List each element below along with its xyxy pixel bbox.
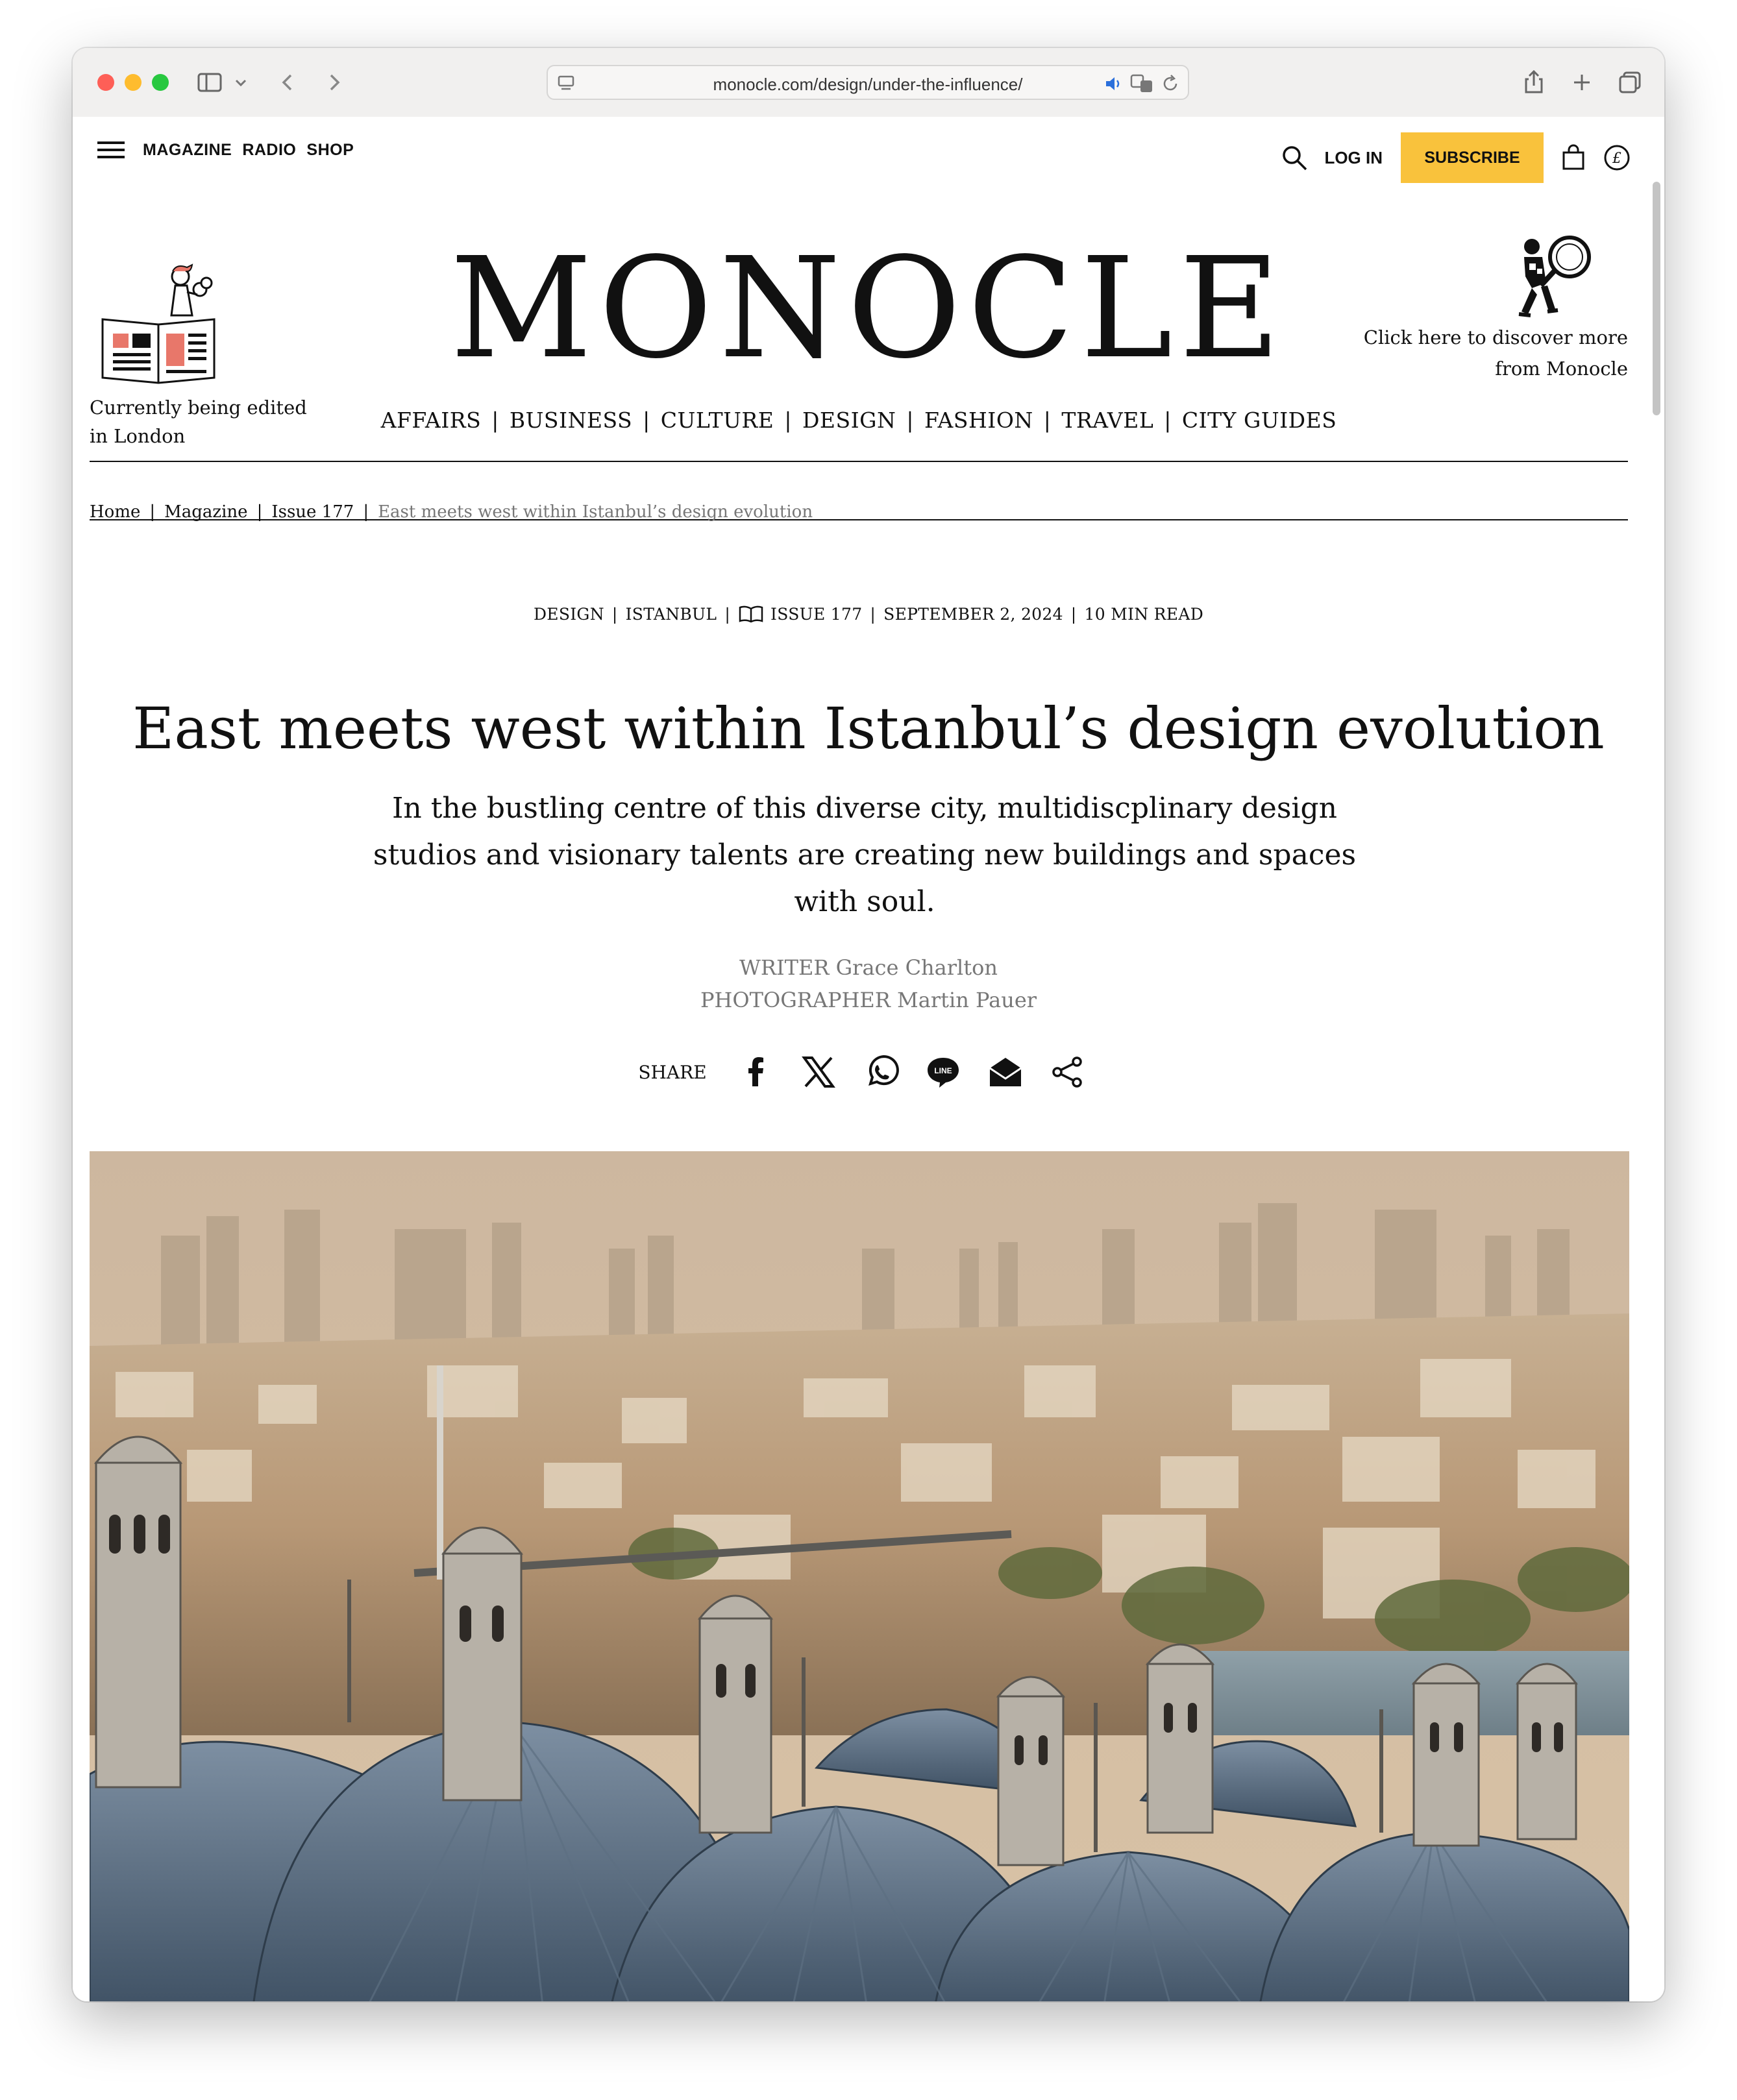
x-twitter-icon[interactable] <box>800 1054 837 1090</box>
breadcrumb-issue[interactable]: Issue 177 <box>271 502 354 522</box>
share-page-icon[interactable] <box>1518 66 1550 99</box>
breadcrumb-magazine[interactable]: Magazine <box>164 502 248 522</box>
share-bar <box>73 1054 1664 1090</box>
minimize-window-button[interactable] <box>125 74 142 91</box>
writer-credit: WRITER Grace Charlton <box>739 955 998 980</box>
sidebar-icon[interactable] <box>193 66 226 99</box>
speaker-icon[interactable] <box>1103 74 1124 93</box>
section-fashion[interactable]: FASHION <box>924 408 1033 433</box>
section-travel[interactable]: TRAVEL <box>1061 408 1154 433</box>
svg-text:£: £ <box>1612 151 1621 167</box>
meta-read-time: 10 MIN READ <box>1084 605 1204 624</box>
share-icon[interactable] <box>1050 1054 1086 1090</box>
explorer-magnifier-illustration[interactable] <box>1512 231 1597 321</box>
editing-location-line2: in London <box>90 425 186 447</box>
discover-more-line1: Click here to discover more <box>1363 326 1628 348</box>
forward-arrow-icon[interactable] <box>318 66 351 99</box>
whatsapp-icon[interactable] <box>863 1054 899 1090</box>
meta-date: SEPTEMBER 2, 2024 <box>883 605 1063 624</box>
facebook-icon[interactable] <box>738 1054 774 1090</box>
editing-location-line1: Currently being edited <box>90 397 307 419</box>
breadcrumb-current: East meets west within Istanbul’s design evolution <box>378 502 813 522</box>
address-bar[interactable] <box>547 65 1189 100</box>
section-navigation: AFFAIRS | BUSINESS | CULTURE | DESIGN | FASHION | TRAVEL | CITY GUIDES <box>380 408 1337 433</box>
browser-window <box>73 48 1664 2001</box>
section-culture[interactable]: CULTURE <box>660 408 774 433</box>
section-nav-top-rule <box>90 461 1628 462</box>
monocle-logo[interactable]: MONOCLE <box>450 228 1287 389</box>
line-icon[interactable] <box>925 1054 961 1090</box>
discover-more-line2: from Monocle <box>1495 358 1628 380</box>
close-window-button[interactable] <box>97 74 114 91</box>
meta-category[interactable]: DESIGN <box>533 605 604 624</box>
meta-issue[interactable]: ISSUE 177 <box>770 605 863 624</box>
section-affairs[interactable]: AFFAIRS <box>380 408 482 433</box>
nav-magazine-link[interactable]: MAGAZINE <box>143 140 232 159</box>
web-page <box>73 117 1664 2001</box>
section-business[interactable]: BUSINESS <box>509 408 633 433</box>
breadcrumb-home[interactable]: Home <box>90 502 141 522</box>
reload-icon[interactable] <box>1161 74 1180 93</box>
discover-more-link[interactable] <box>1290 322 1628 384</box>
browser-titlebar <box>73 48 1664 118</box>
section-city-guides[interactable]: CITY GUIDES <box>1181 408 1337 433</box>
top-navigation <box>97 140 364 160</box>
tab-overview-icon[interactable] <box>1614 66 1646 99</box>
nav-radio-link[interactable]: RADIO <box>242 140 297 159</box>
photographer-credit: PHOTOGRAPHER Martin Pauer <box>700 988 1037 1012</box>
email-icon[interactable] <box>987 1054 1024 1090</box>
login-link[interactable]: LOG IN <box>1324 147 1383 167</box>
section-design[interactable]: DESIGN <box>802 408 896 433</box>
translate-icon[interactable] <box>1129 73 1155 95</box>
article-headline: East meets west within Istanbul’s design evolution <box>132 695 1605 762</box>
article-meta: DESIGN | ISTANBUL | ISSUE 177 | SEPTEMBER 2, 2024 | 10 MIN READ <box>533 605 1204 624</box>
share-label: SHARE <box>638 1061 707 1083</box>
breadcrumb: Home | Magazine | Issue 177 | East meets west within Istanbul’s design evolution <box>90 502 813 522</box>
back-arrow-icon[interactable] <box>271 66 304 99</box>
zoom-window-button[interactable] <box>152 74 169 91</box>
currency-pound-icon[interactable] <box>1603 144 1631 171</box>
meta-city[interactable]: ISTANBUL <box>625 605 717 624</box>
shopping-bag-icon[interactable] <box>1560 144 1586 171</box>
open-book-icon <box>738 605 764 623</box>
article-standfirst: In the bustling centre of this diverse city, multidiscplinary design studios and visionary talents are creating new buildings and spaces with soul. <box>373 792 1357 918</box>
svg-text:LINE: LINE <box>934 1066 952 1075</box>
subscribe-button[interactable]: SUBSCRIBE <box>1401 132 1544 183</box>
chevron-down-icon[interactable] <box>225 66 257 99</box>
url-text: monocle.com/design/under-the-influence/ <box>713 75 1023 94</box>
menu-icon[interactable] <box>97 140 125 160</box>
account-controls <box>1280 132 1631 183</box>
nav-shop-link[interactable]: SHOP <box>306 140 354 159</box>
hero-image-istanbul-skyline <box>90 1151 1629 2001</box>
search-icon[interactable] <box>1280 143 1309 172</box>
new-tab-icon[interactable] <box>1566 66 1598 99</box>
